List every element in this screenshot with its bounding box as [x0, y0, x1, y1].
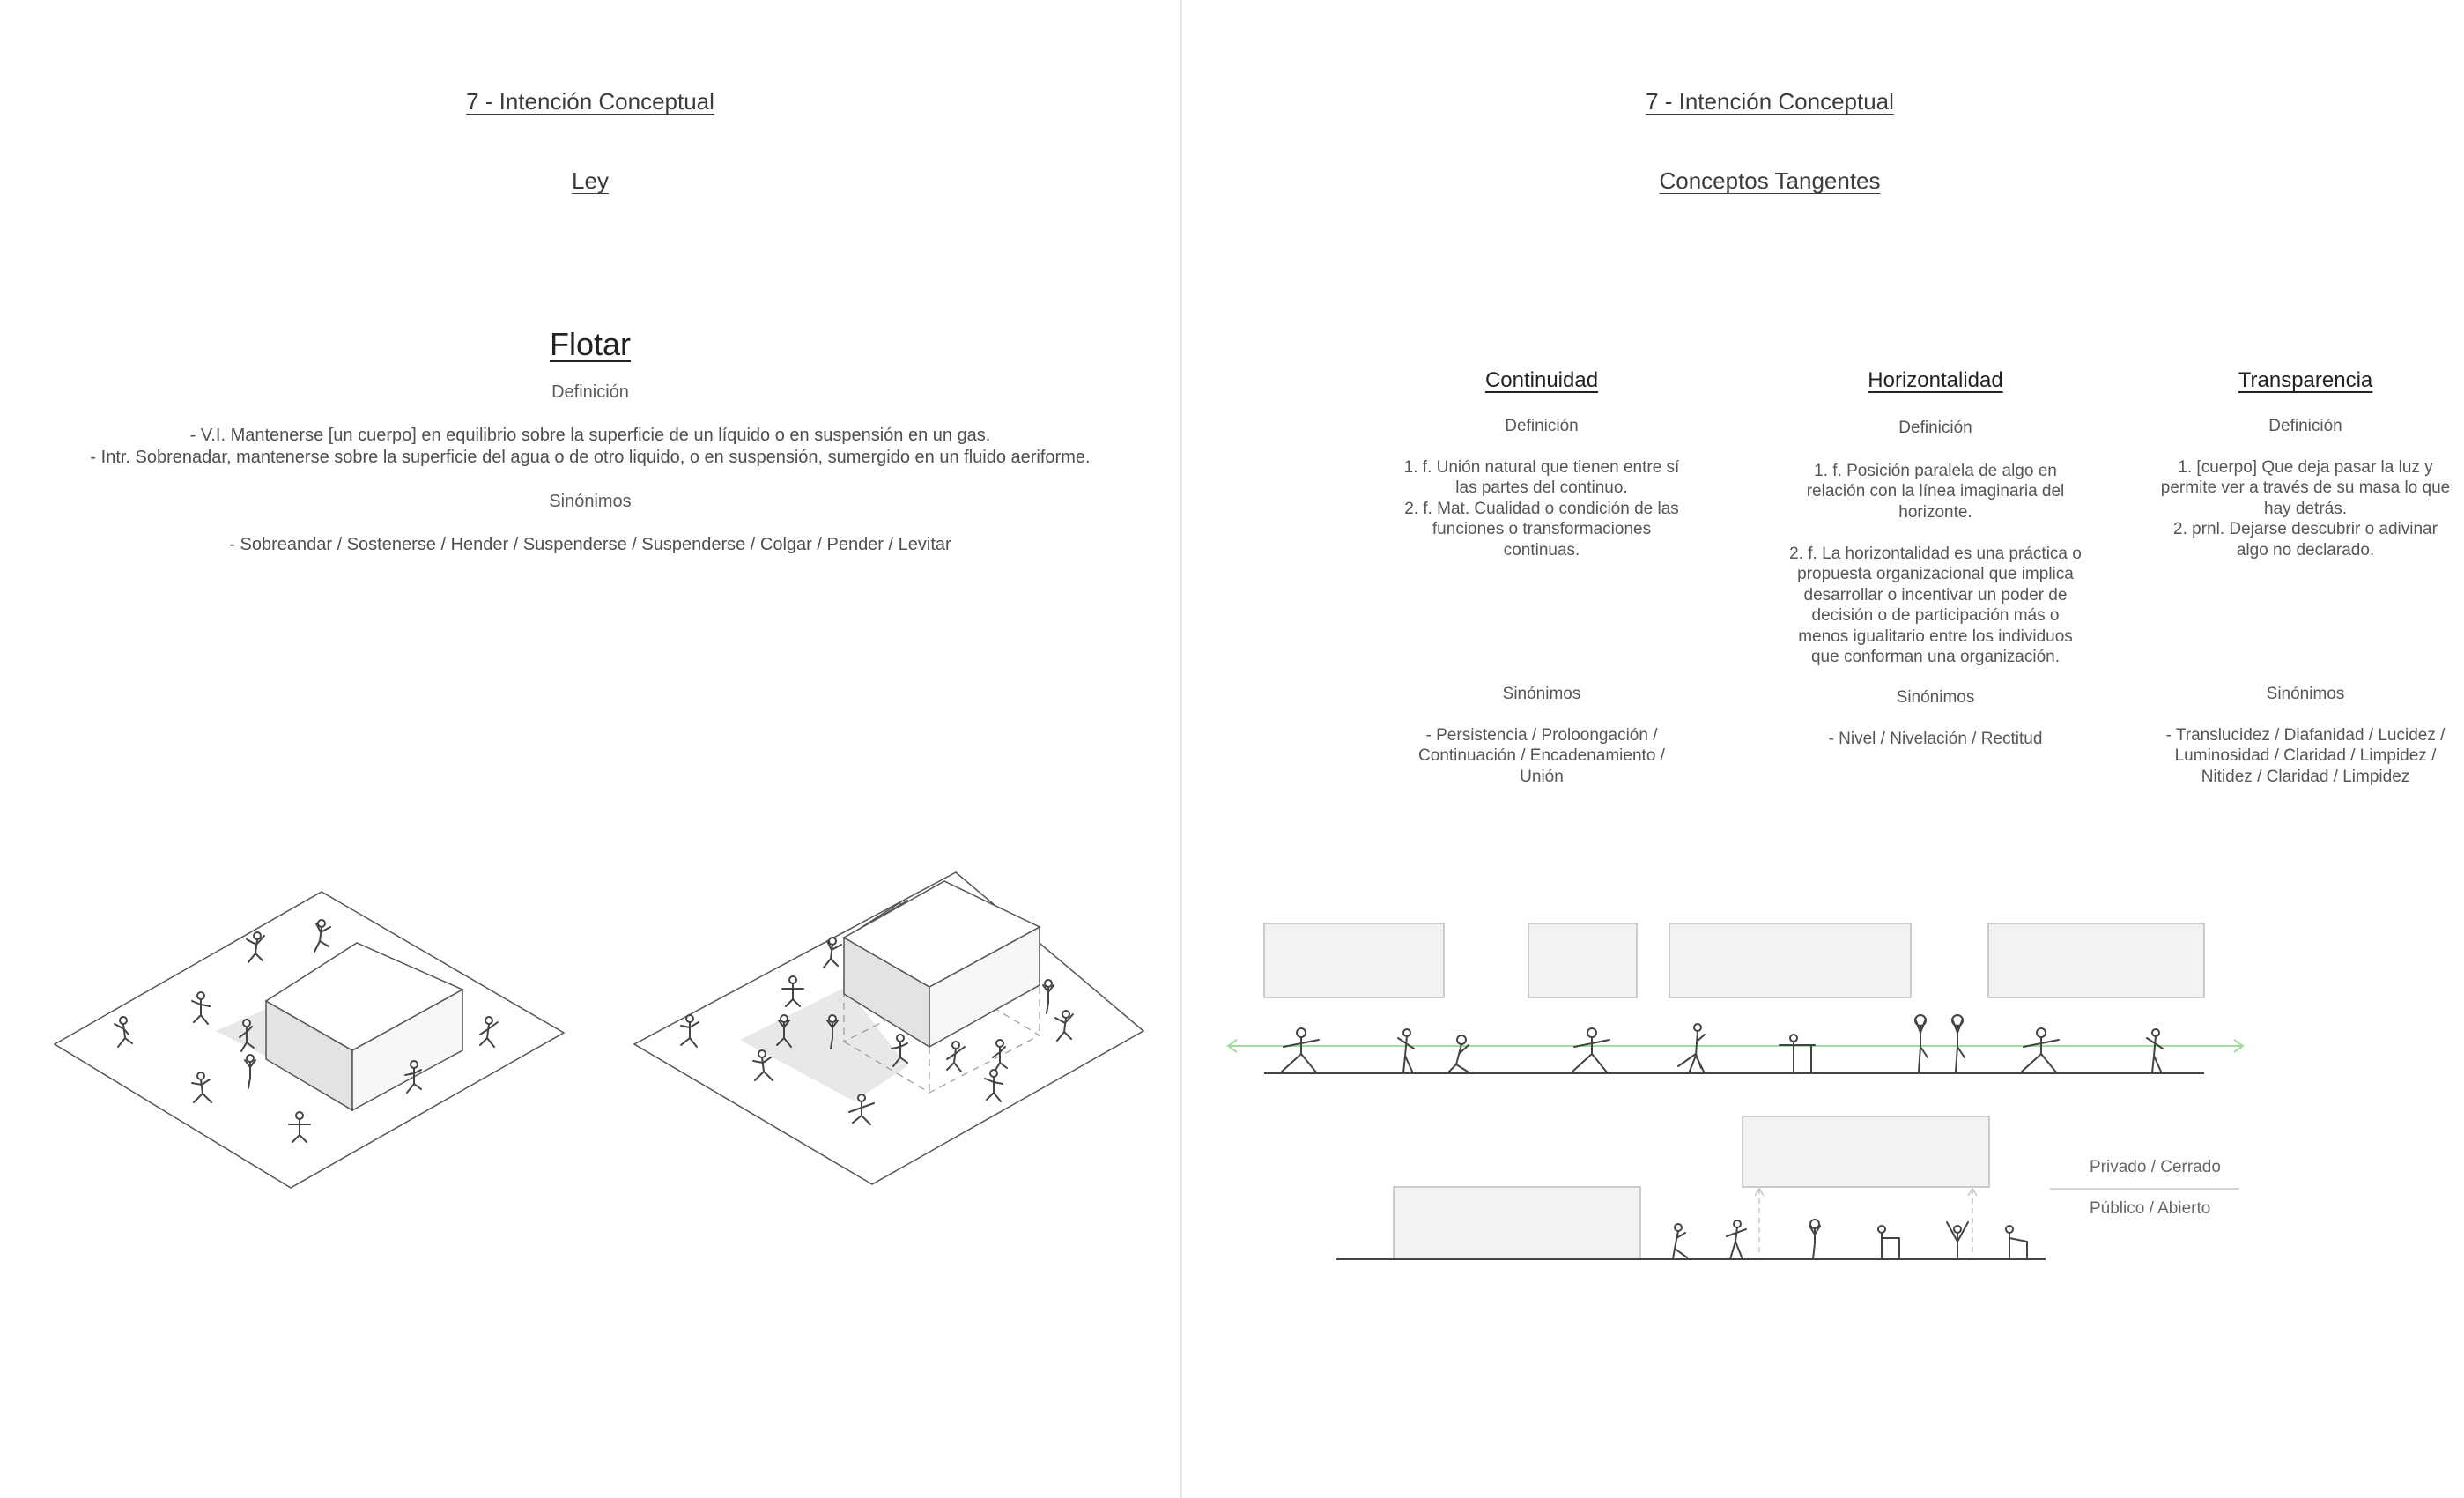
definition-label: Definición — [2268, 417, 2342, 435]
section-heading: Ley — [572, 167, 609, 194]
synonyms-label: Sinónimos — [549, 492, 632, 511]
block — [1394, 1187, 1640, 1259]
axonometric-grounded-box — [0, 846, 617, 1216]
definition-line: continuas. — [1503, 541, 1580, 560]
block — [1528, 923, 1637, 997]
definition-line: 1. f. Posición paralela de algo en — [1814, 462, 2057, 480]
concept-title: Continuidad — [1484, 368, 1599, 392]
definition-line: decisión o de participación más o — [1811, 606, 2060, 625]
synonyms-label: Sinónimos — [1502, 685, 1581, 703]
concept-transparencia — [2147, 0, 2464, 846]
legend-public: Público / Abierto — [2090, 1199, 2211, 1218]
synonyms-label: Sinónimos — [1896, 688, 1975, 707]
section-public-private-diagram — [1182, 1106, 2357, 1282]
definition-line: - V.I. Mantenerse [un cuerpo] en equilibrio sobre la superficie de un líquido o en suspensión en un gas. — [189, 426, 991, 445]
horizontal-elevation-diagram — [1182, 908, 2357, 1101]
definition-line: propuesta organizacional que implica — [1797, 565, 2074, 583]
definition-label: Definición — [1505, 417, 1579, 435]
synonyms-text: - Sobreandar / Sostenerse / Hender / Suspenderse / Suspenderse / Colgar / Pender / Levitar — [229, 535, 951, 554]
left-page — [0, 0, 1180, 1498]
definition-line: hay detrás. — [2264, 500, 2347, 518]
definition-line: las partes del continuo. — [1455, 478, 1628, 497]
people-figures — [1673, 1220, 2027, 1259]
definition-line: que conforman una organización. — [1810, 648, 2061, 666]
legend-private: Privado / Cerrado — [2090, 1158, 2221, 1176]
block — [1264, 923, 1444, 997]
definition-line: 1. f. Unión natural que tienen entre sí — [1403, 458, 1680, 477]
block — [1669, 923, 1911, 997]
word-title: Flotar — [549, 326, 632, 362]
definition-line: 2. f. Mat. Cualidad o condición de las — [1404, 500, 1679, 518]
synonyms-line: Nitidez / Claridad / Limpidez — [2201, 768, 2410, 786]
synonyms-label: Sinónimos — [2266, 685, 2345, 703]
axonometric-floating-box — [617, 846, 1180, 1216]
synonyms-line: - Translucidez / Diafanidad / Lucidez / — [2165, 726, 2446, 745]
definition-line: desarrollar o incentivar un poder de — [1803, 586, 2068, 604]
right-page — [1182, 0, 2451, 1498]
synonyms-line: - Nivel / Nivelación / Rectitud — [1828, 730, 2043, 748]
block — [1988, 923, 2204, 997]
chapter-heading: 7 - Intención Conceptual — [466, 88, 714, 115]
people-figures — [1282, 1015, 2163, 1073]
definition-line: 1. [cuerpo] Que deja pasar la luz y — [2178, 458, 2433, 477]
synonyms-line: Luminosidad / Claridad / Limpidez / — [2174, 746, 2437, 765]
definition-line: - Intr. Sobrenadar, mantenerse sobre la superficie del agua o de otro liquido, o en suspensión, sumergido en un fluido aeriforme. — [90, 448, 1091, 467]
block-raised — [1743, 1116, 1989, 1187]
definition-line: menos igualitario entre los individuos — [1798, 627, 2073, 646]
definition-line: permite ver a través de su masa lo que — [2160, 478, 2451, 497]
definition-label: Definición — [551, 382, 629, 402]
definition-line: horizonte. — [1898, 503, 1972, 522]
definition-line: funciones o transformaciones — [1432, 520, 1652, 538]
concept-horizontalidad — [1777, 0, 2094, 846]
concept-continuidad — [1383, 0, 1700, 846]
chapter-heading: 7 - Intención Conceptual — [1646, 88, 1894, 115]
concept-title: Horizontalidad — [1868, 368, 2003, 392]
synonyms-line: Unión — [1520, 768, 1564, 786]
definition-line: 2. prnl. Dejarse descubrir o adivinar — [2173, 520, 2438, 538]
synonyms-line: - Persistencia / Proloongación / — [1425, 726, 1658, 745]
definition-line: algo no declarado. — [2236, 541, 2375, 560]
definition-label: Definición — [1898, 419, 1972, 437]
section-heading: Conceptos Tangentes — [1659, 167, 1881, 194]
concept-title: Transparencia — [2238, 368, 2373, 392]
definition-line: relación con la línea imaginaria del — [1806, 482, 2065, 501]
synonyms-line: Continuación / Encadenamiento / — [1418, 746, 1665, 765]
definition-line: 2. f. La horizontalidad es una práctica o — [1789, 545, 2082, 563]
